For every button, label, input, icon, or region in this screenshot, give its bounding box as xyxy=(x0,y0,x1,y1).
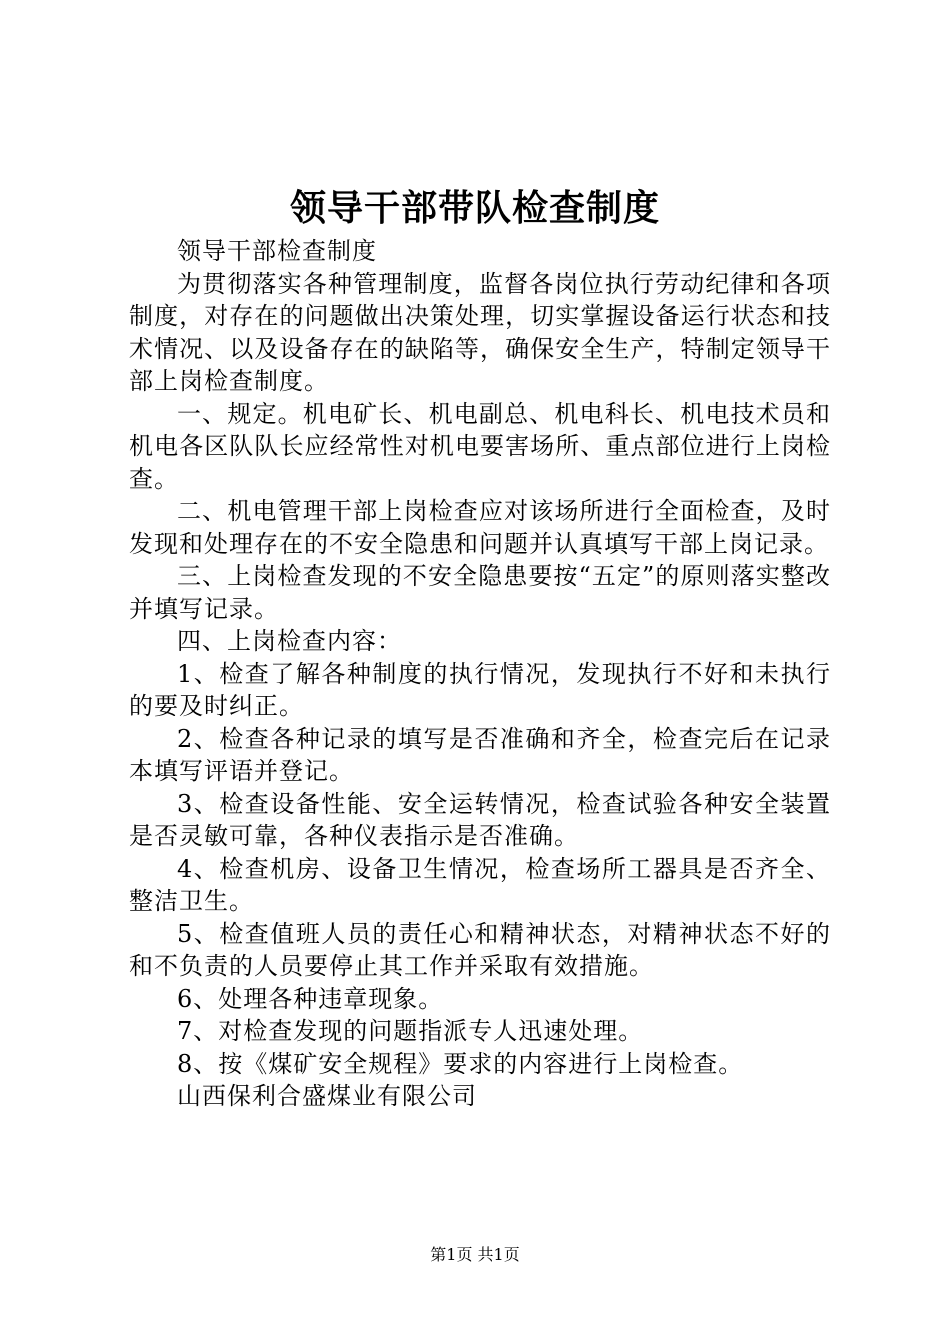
item-2-paragraph: 2、检查各种记录的填写是否准确和齐全，检查完后在记录本填写评语并登记。 xyxy=(129,724,831,785)
item-5-paragraph: 5、检查值班人员的责任心和精神状态，对精神状态不好的和不负责的人员要停止其工作并采取有效措施。 xyxy=(129,919,831,980)
rule-2-paragraph: 二、机电管理干部上岗检查应对该场所进行全面检查，及时发现和处理存在的不安全隐患和问题并认真填写干部上岗记录。 xyxy=(129,497,831,558)
rule-1-paragraph: 一、规定。机电矿长、机电副总、机电科长、机电技术员和机电各区队队长应经常性对机电要害场所、重点部位进行上岗检查。 xyxy=(129,399,831,493)
subtitle-paragraph: 领导干部检查制度 xyxy=(177,237,377,265)
company-signature: 山西保利合盛煤业有限公司 xyxy=(177,1082,477,1110)
item-1-paragraph: 1、检查了解各种制度的执行情况，发现执行不好和未执行的要及时纠正。 xyxy=(129,659,831,720)
item-7-paragraph: 7、对检查发现的问题指派专人迅速处理。 xyxy=(177,1017,644,1045)
item-4-paragraph: 4、检查机房、设备卫生情况，检查场所工器具是否齐全、整洁卫生。 xyxy=(129,854,831,915)
item-3-paragraph: 3、检查设备性能、安全运转情况，检查试验各种安全装置是否灵敏可靠，各种仪表指示是否准确。 xyxy=(129,789,831,850)
rule-4-heading: 四、上岗检查内容： xyxy=(177,627,402,655)
rule-3-paragraph: 三、上岗检查发现的不安全隐患要按“五定”的原则落实整改并填写记录。 xyxy=(129,562,831,623)
item-6-paragraph: 6、处理各种违章现象。 xyxy=(177,984,444,1013)
document-body xyxy=(129,235,831,1113)
page-footer: 第1页 共1页 xyxy=(430,1245,520,1264)
document-title: 领导干部带队检查制度 xyxy=(289,187,660,229)
intro-paragraph: 为贯彻落实各种管理制度，监督各岗位执行劳动纪律和各项制度，对存在的问题做出决策处理，切实掌握设备运行状态和技术情况、以及设备存在的缺陷等，确保安全生产，特制定领导干部上岗检查制度。 xyxy=(129,269,831,395)
item-8-paragraph: 8、按《煤矿安全规程》要求的内容进行上岗检查。 xyxy=(177,1049,744,1078)
